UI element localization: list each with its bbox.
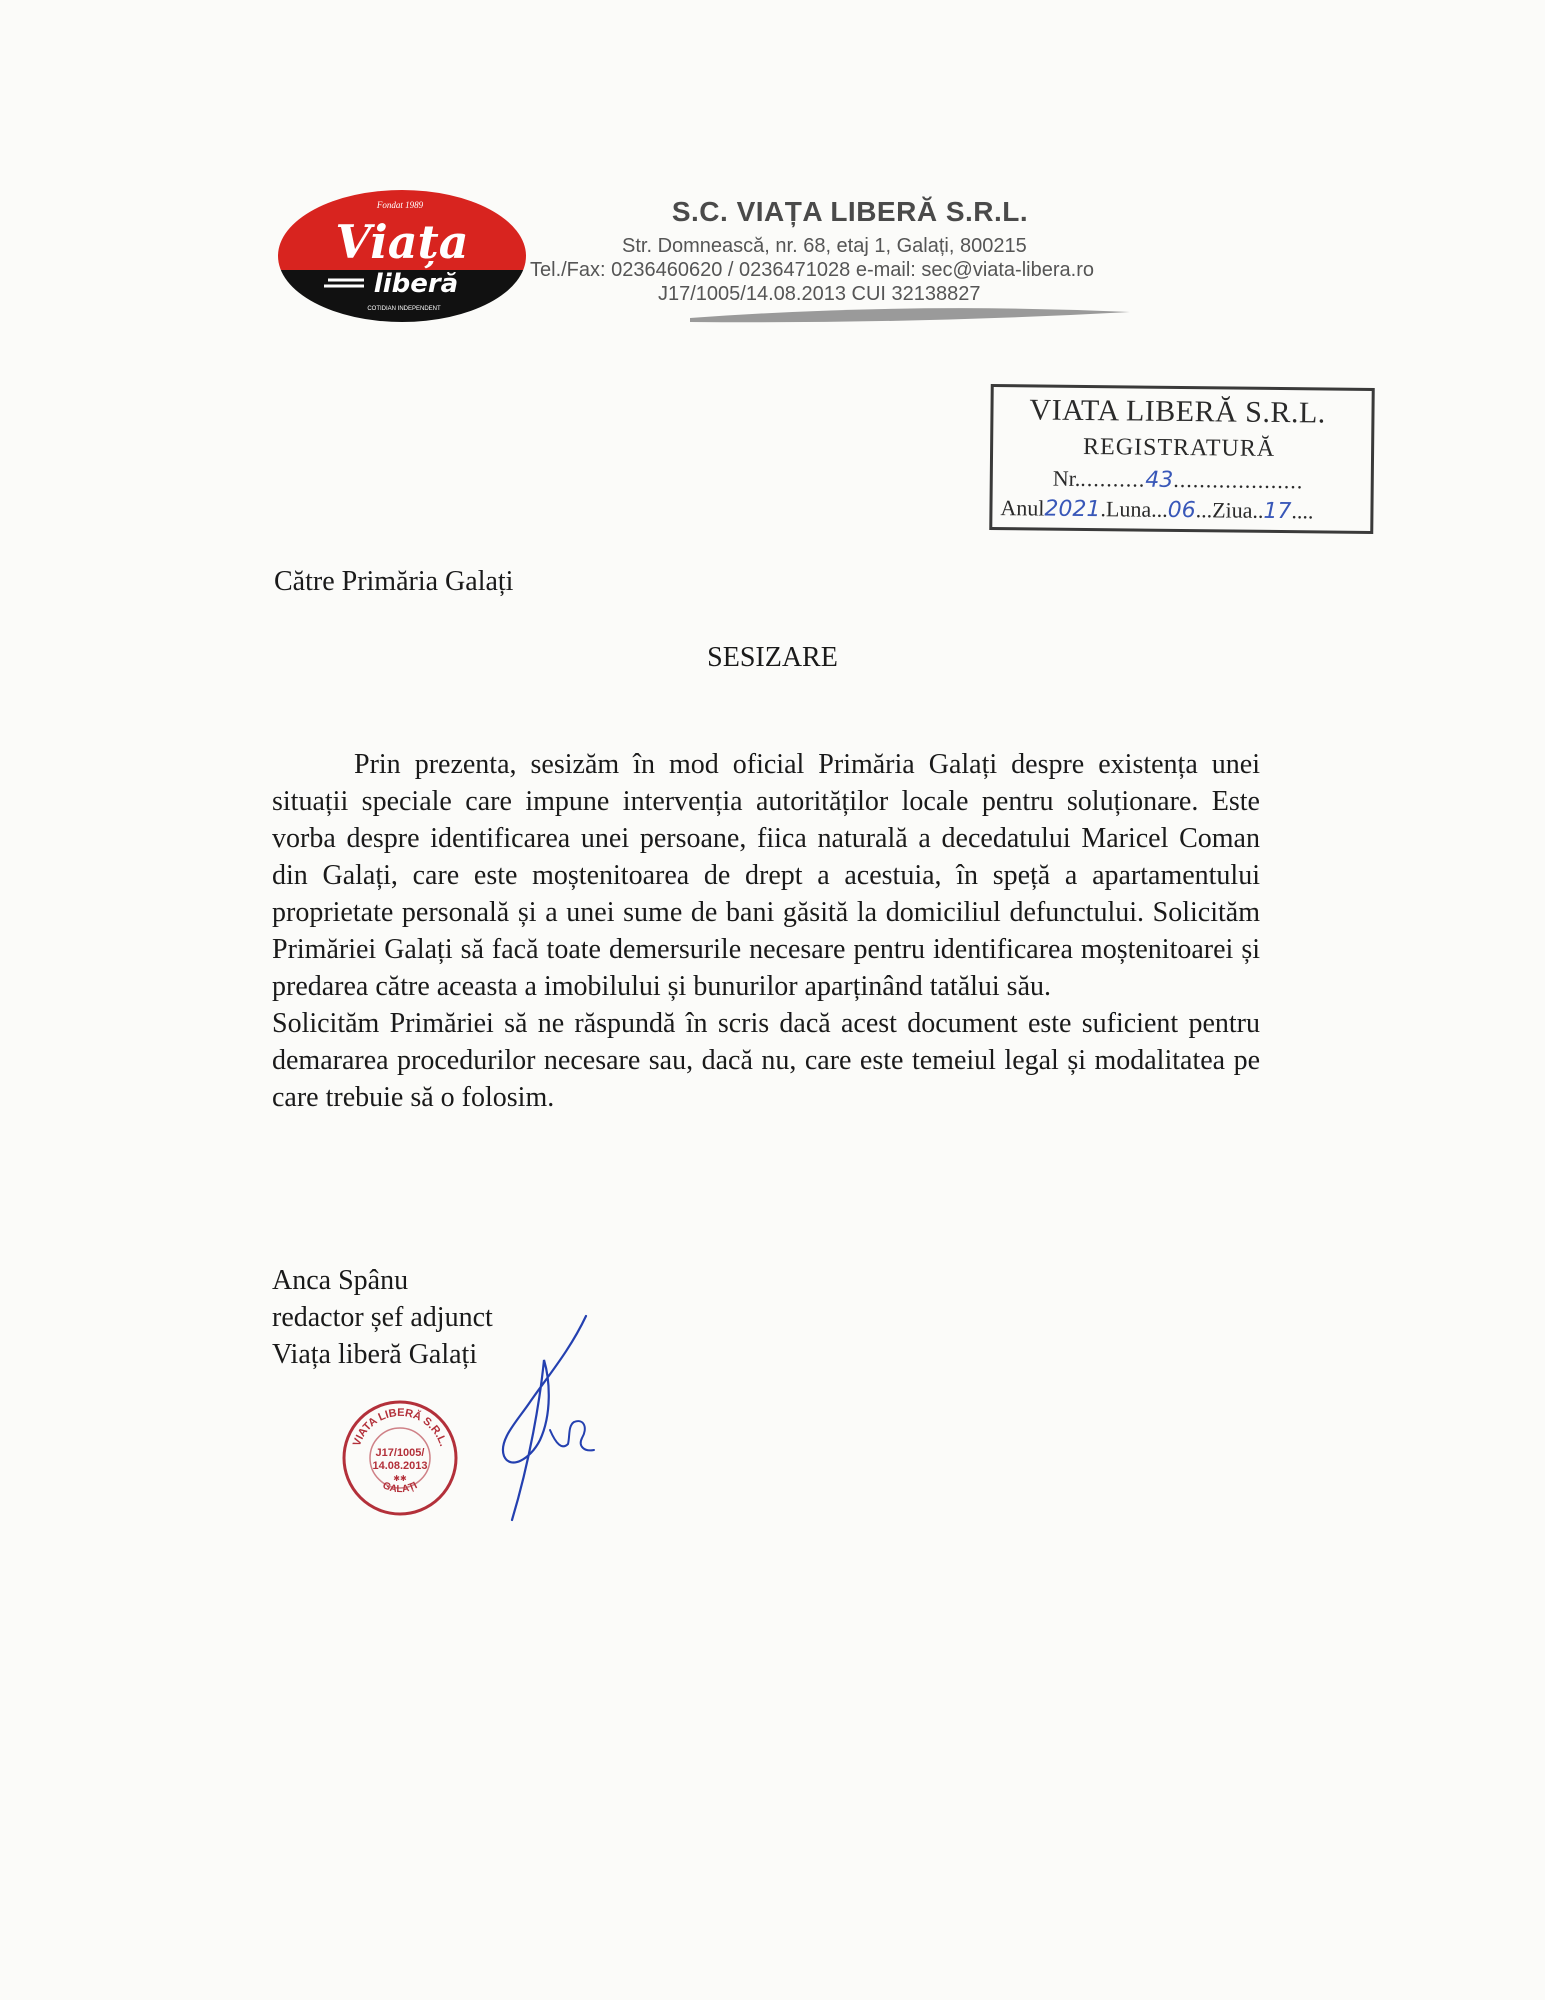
stamp-day-label: Ziua bbox=[1212, 497, 1253, 523]
handwritten-signature bbox=[490, 1310, 630, 1530]
body-paragraph-2: Solicităm Primăriei să ne răspundă în scris dacă acest document este suficient pentru demararea procedurilor necesare sau, dacă nu, care este temeiul legal și modalitatea pe care trebuie să o folosim. bbox=[272, 1008, 1260, 1113]
svg-text:✱✱: ✱✱ bbox=[393, 1474, 407, 1483]
signer-position: redactor șef adjunct bbox=[272, 1302, 493, 1333]
stamp-company: VIATA LIBERĂ S.R.L. bbox=[1029, 393, 1326, 430]
stamp-year-value: 2021 bbox=[1044, 496, 1101, 523]
logo-brand-main: Viața bbox=[335, 215, 469, 269]
document-title: SESIZARE bbox=[707, 642, 838, 673]
company-seal bbox=[340, 1398, 460, 1518]
logo-top-text: Fondat 1989 bbox=[376, 200, 424, 210]
seal-ring-text: VIATA LIBERĂ S.R.L. bbox=[350, 1406, 450, 1448]
registration-stamp bbox=[989, 384, 1375, 534]
stamp-label: REGISTRATURĂ bbox=[1082, 433, 1276, 462]
stamp-nr-label: Nr. bbox=[1052, 465, 1081, 491]
logo-tagline: COTIDIAN INDEPENDENT bbox=[367, 306, 441, 312]
body-paragraph-1: Prin prezenta, sesizăm în mod oficial Primăria Galați despre existența unei situații speciale care impune intervenția autorităților locale pentru soluționare. Este vorba despre identificarea unei persoane, fiica naturală a decedatului Maricel Coman din Galați, care este moștenitoarea de drept a acestuia, în speță a apartamentului proprietate personală și a unei sume de bani găsită la domiciliul defunctului. Solicităm Primăriei Galați să facă toate demersurile necesare pentru identificarea moștenitoarei și predarea către aceasta a imobilului și bunurilor aparținând tatălui său. bbox=[272, 749, 1260, 1002]
signature-block bbox=[272, 1262, 493, 1373]
stamp-year-label: Anul bbox=[1000, 495, 1045, 521]
stamp-day-value: 17 bbox=[1263, 498, 1292, 525]
company-contact: Tel./Fax: 0236460620 / 0236471028 e-mail: sec@viata-libera.ro bbox=[530, 259, 1094, 281]
signer-organization: Viața liberă Galați bbox=[272, 1339, 478, 1370]
stamp-month-value: 06 bbox=[1167, 497, 1196, 524]
stamp-nr-value: 43 bbox=[1145, 467, 1174, 493]
seal-center-line-1: J17/1005/ bbox=[375, 1447, 425, 1459]
stamp-date-row: Anul2021.Luna...06...Ziua..17.... bbox=[1000, 495, 1314, 525]
letterhead bbox=[530, 196, 1210, 306]
seal-bottom-text: GALAȚI bbox=[380, 1480, 420, 1496]
company-registry: J17/1005/14.08.2013 CUI 32138827 bbox=[658, 283, 981, 305]
company-name: S.C. VIAȚA LIBERĂ S.R.L. bbox=[671, 196, 1029, 227]
signer-name: Anca Spânu bbox=[272, 1265, 409, 1296]
stamp-month-label: Luna bbox=[1105, 496, 1152, 522]
letterhead-swoosh bbox=[690, 298, 1130, 328]
letter-body bbox=[272, 746, 1260, 1116]
recipient-line: Către Primăria Galați bbox=[274, 566, 514, 597]
company-address: Str. Domnească, nr. 68, etaj 1, Galați, 800215 bbox=[622, 235, 1027, 257]
stamp-number-row: Nr...........43.................... bbox=[1052, 465, 1304, 494]
logo-brand-sub: liberă bbox=[373, 269, 459, 299]
seal-center-line-2: 14.08.2013 bbox=[372, 1460, 428, 1472]
viata-libera-logo bbox=[276, 186, 528, 326]
